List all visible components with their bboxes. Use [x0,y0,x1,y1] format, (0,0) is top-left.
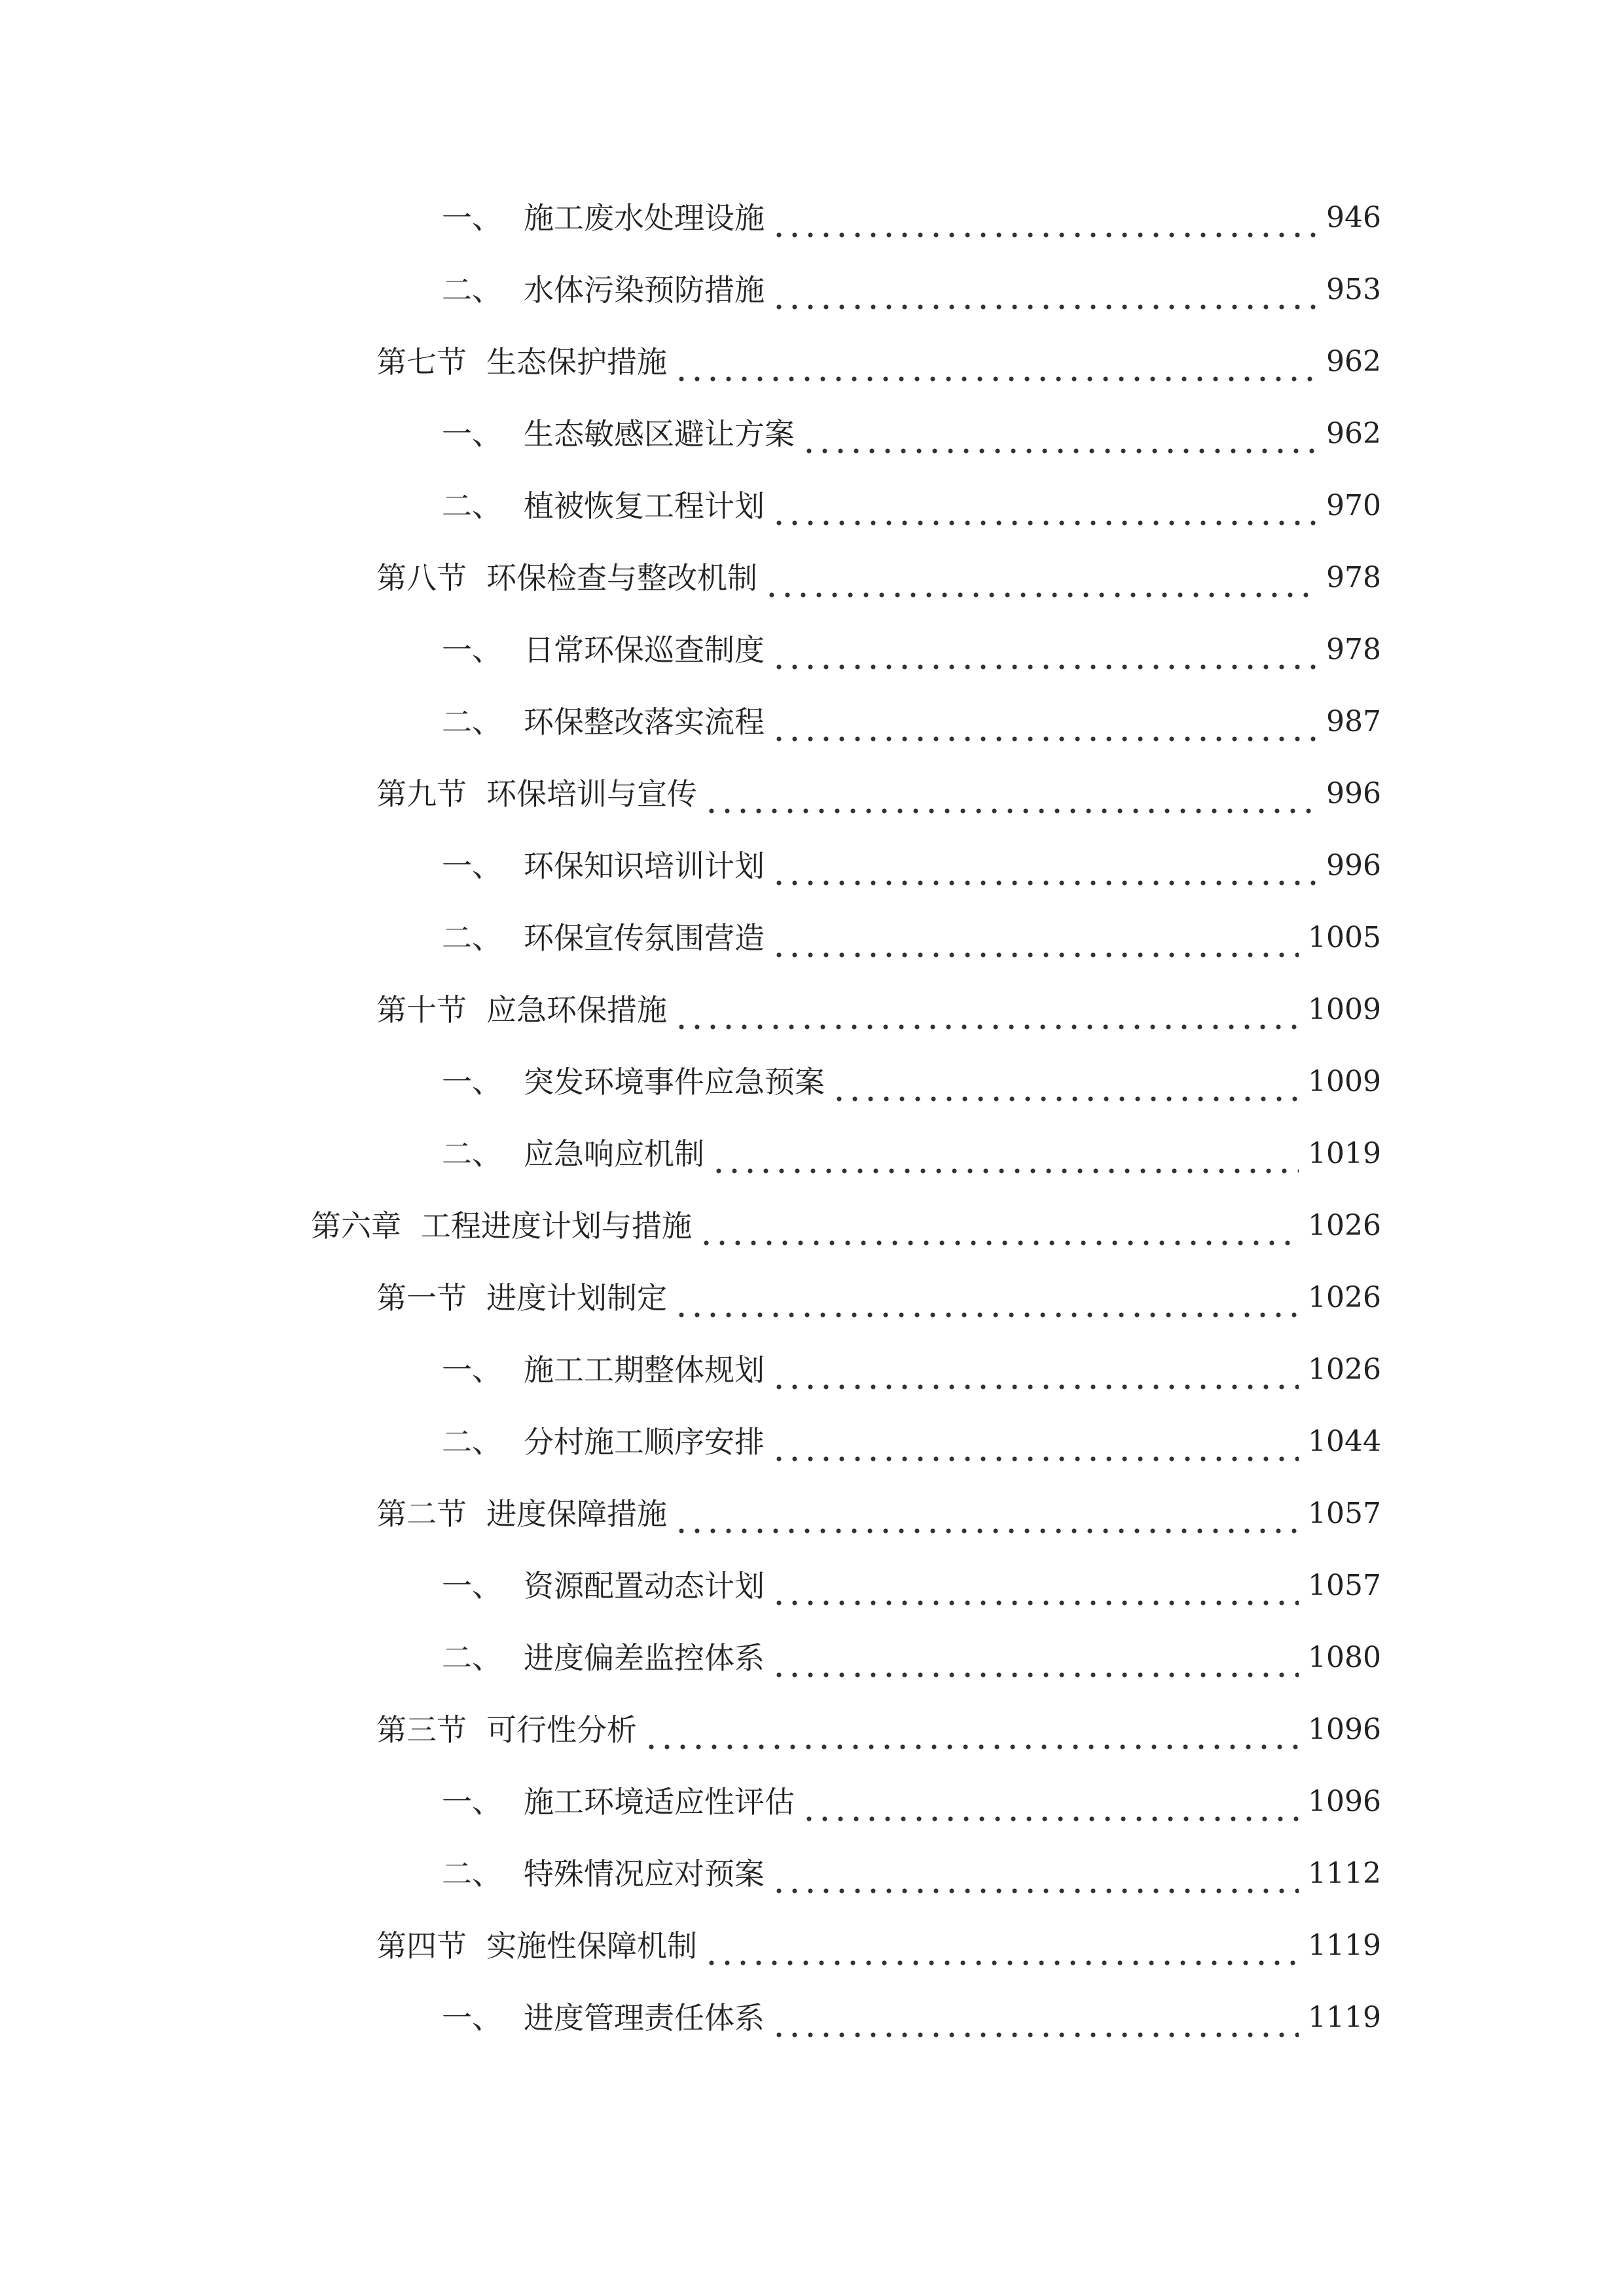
toc-entry-sub[interactable] [442,1344,1381,1396]
toc-dot-leader [674,336,1317,388]
toc-entry-section[interactable] [376,1488,1381,1540]
toc-dot-leader [771,1416,1299,1468]
toc-dot-leader [698,1200,1299,1252]
toc-page-number: 953 [1326,273,1381,306]
toc-entry-label [376,336,667,388]
toc-page-number: 1009 [1308,993,1381,1026]
toc-entry-number: 一、 [442,1568,502,1604]
toc-entry-title: 施工环境适应性评估 [524,1784,795,1820]
toc-dot-leader [771,1992,1299,2044]
toc-entry-section[interactable] [376,1272,1381,1324]
toc-page-number: 1112 [1308,1857,1381,1890]
toc-dot-leader [801,1776,1299,1828]
toc-dot-leader [771,1344,1299,1396]
toc-page-number: 946 [1326,201,1381,234]
toc-entry-number: 一、 [442,632,502,668]
toc-entry-label [442,1416,765,1468]
toc-dot-leader [674,984,1299,1036]
toc-entry-title: 突发环境事件应急预案 [524,1064,825,1100]
toc-entry-sub[interactable] [442,1560,1381,1612]
toc-entry-sub[interactable] [442,840,1381,892]
toc-entry-title: 施工废水处理设施 [524,200,765,236]
toc-dot-leader [771,1632,1299,1684]
toc-entry-number: 一、 [442,200,502,236]
toc-entry-section[interactable] [376,336,1381,388]
toc-entry-title: 特殊情况应对预案 [524,1856,765,1892]
toc-entry-label [442,1632,765,1684]
toc-entry-label [442,192,765,244]
toc-entry-sub[interactable] [442,192,1381,244]
toc-entry-label [376,768,697,820]
toc-dot-leader [704,768,1317,820]
toc-entry-sub[interactable] [442,624,1381,676]
toc-dot-leader [771,1560,1299,1612]
toc-entry-chapter[interactable] [311,1200,1381,1252]
toc-entry-label [376,1920,697,1972]
toc-entry-label [442,696,765,748]
toc-entry-number: 一、 [442,1784,502,1820]
toc-entry-label [442,1848,765,1900]
toc-page-number: 1026 [1308,1209,1381,1242]
toc-entry-label [376,1488,667,1540]
toc-entry-sub[interactable] [442,1416,1381,1468]
toc-entry-sub[interactable] [442,1776,1381,1828]
toc-entry-number: 一、 [442,848,502,884]
toc-entry-title: 水体污染预防措施 [524,272,765,308]
toc-page-number: 996 [1326,777,1381,810]
toc-entry-title: 进度保障措施 [486,1496,667,1532]
toc-entry-title: 环保培训与宣传 [486,776,697,812]
toc-entry-label [376,1704,637,1756]
toc-entry-title: 进度偏差监控体系 [524,1640,765,1676]
toc-dot-leader [771,696,1317,748]
toc-entry-sub[interactable] [442,912,1381,964]
toc-entry-title: 应急环保措施 [486,992,667,1028]
toc-dot-leader [704,1920,1299,1972]
toc-entry-number: 二、 [442,1136,502,1172]
toc-entry-title: 工程进度计划与措施 [421,1208,692,1244]
toc-dot-leader [771,1848,1299,1900]
toc-entry-number: 第九节 [376,776,467,812]
toc-entry-sub[interactable] [442,1848,1381,1900]
toc-entry-title: 环保整改落实流程 [524,704,765,740]
toc-entry-label [442,264,765,316]
toc-page-number: 978 [1326,633,1381,666]
toc-entry-section[interactable] [376,1920,1381,1972]
toc-entry-sub[interactable] [442,408,1381,460]
toc-page-number: 1057 [1308,1569,1381,1602]
toc-entry-number: 第六章 [311,1208,401,1244]
toc-page-number: 1044 [1308,1425,1381,1458]
toc-dot-leader [771,624,1317,676]
toc-page-number: 970 [1326,489,1381,522]
toc-entry-title: 分村施工顺序安排 [524,1424,765,1460]
toc-entry-number: 第二节 [376,1496,467,1532]
toc-entry-title: 环保知识培训计划 [524,848,765,884]
toc-entry-number: 第一节 [376,1280,467,1316]
toc-dot-leader [771,480,1317,532]
toc-dot-leader [674,1272,1299,1324]
toc-page-number: 962 [1326,417,1381,450]
toc-entry-label [442,1128,704,1180]
toc-entry-number: 二、 [442,920,502,956]
toc-entry-title: 资源配置动态计划 [524,1568,765,1604]
toc-page-number: 978 [1326,561,1381,594]
toc-entry-number: 二、 [442,704,502,740]
toc-page-number: 996 [1326,849,1381,882]
toc-entry-number: 二、 [442,488,502,524]
toc-page-number: 1096 [1308,1713,1381,1746]
toc-entry-sub[interactable] [442,264,1381,316]
toc-entry-title: 生态保护措施 [486,344,667,380]
toc-entry-title: 环保宣传氛围营造 [524,920,765,956]
toc-entry-label [442,1056,825,1108]
toc-entry-number: 一、 [442,1352,502,1388]
toc-entry-title: 进度管理责任体系 [524,2000,765,2036]
toc-entry-sub[interactable] [442,480,1381,532]
toc-entry-label [442,1344,765,1396]
toc-entry-sub[interactable] [442,1056,1381,1108]
toc-page-number: 1019 [1308,1137,1381,1170]
toc-page-number: 987 [1326,705,1381,738]
toc-page-number: 1080 [1308,1641,1381,1674]
toc-dot-leader [771,840,1317,892]
toc-entry-label [442,1776,795,1828]
toc-page-number: 1026 [1308,1281,1381,1314]
toc-page-number: 1009 [1308,1065,1381,1098]
toc-page-number: 962 [1326,345,1381,378]
toc-entry-label [311,1200,692,1252]
toc-entry-number: 二、 [442,1640,502,1676]
toc-page-number: 1005 [1308,921,1381,954]
toc-entry-sub[interactable] [442,1128,1381,1180]
toc-page-number: 1119 [1308,1929,1381,1962]
toc-dot-leader [674,1488,1299,1540]
toc-entry-label [376,984,667,1036]
toc-entry-label [442,840,765,892]
toc-page-number: 1026 [1308,1353,1381,1386]
toc-entry-title: 应急响应机制 [524,1136,704,1172]
toc-dot-leader [801,408,1317,460]
toc-page-number: 1057 [1308,1497,1381,1530]
toc-entry-title: 环保检查与整改机制 [486,560,757,596]
toc-entry-number: 二、 [442,272,502,308]
toc-entry-number: 第七节 [376,344,467,380]
toc-dot-leader [771,264,1317,316]
toc-entry-number: 一、 [442,1064,502,1100]
toc-entry-label [442,1992,765,2044]
toc-entry-title: 实施性保障机制 [486,1928,697,1964]
toc-entry-number: 一、 [442,416,502,452]
toc-entry-label [376,1272,667,1324]
toc-entry-title: 日常环保巡查制度 [524,632,765,668]
toc-entry-label [442,480,765,532]
toc-entry-sub[interactable] [442,696,1381,748]
toc-dot-leader [771,912,1299,964]
toc-entry-title: 生态敏感区避让方案 [524,416,795,452]
toc-entry-label [442,912,765,964]
toc-entry-title: 进度计划制定 [486,1280,667,1316]
toc-dot-leader [643,1704,1299,1756]
toc-entry-number: 第十节 [376,992,467,1028]
toc-dot-leader [711,1128,1299,1180]
toc-entry-label [442,624,765,676]
toc-dot-leader [771,192,1317,244]
toc-entry-sub[interactable] [442,1632,1381,1684]
toc-entry-section[interactable] [376,552,1381,604]
toc-entry-number: 二、 [442,1856,502,1892]
toc-entry-title: 可行性分析 [486,1712,637,1748]
toc-entry-section[interactable] [376,768,1381,820]
toc-entry-section[interactable] [376,1704,1381,1756]
toc-entry-label [442,408,795,460]
toc-entry-number: 一、 [442,2000,502,2036]
toc-dot-leader [831,1056,1299,1108]
toc-entry-sub[interactable] [442,1992,1381,2044]
toc-entry-title: 植被恢复工程计划 [524,488,765,524]
toc-dot-leader [764,552,1317,604]
toc-entry-title: 施工工期整体规划 [524,1352,765,1388]
toc-entry-section[interactable] [376,984,1381,1036]
toc-entry-number: 二、 [442,1424,502,1460]
toc-entry-number: 第三节 [376,1712,467,1748]
toc-entry-label [442,1560,765,1612]
toc-page-number: 1119 [1308,2001,1381,2034]
toc-entry-number: 第八节 [376,560,467,596]
toc-entry-number: 第四节 [376,1928,467,1964]
toc-page-number: 1096 [1308,1785,1381,1818]
toc-entry-label [376,552,757,604]
